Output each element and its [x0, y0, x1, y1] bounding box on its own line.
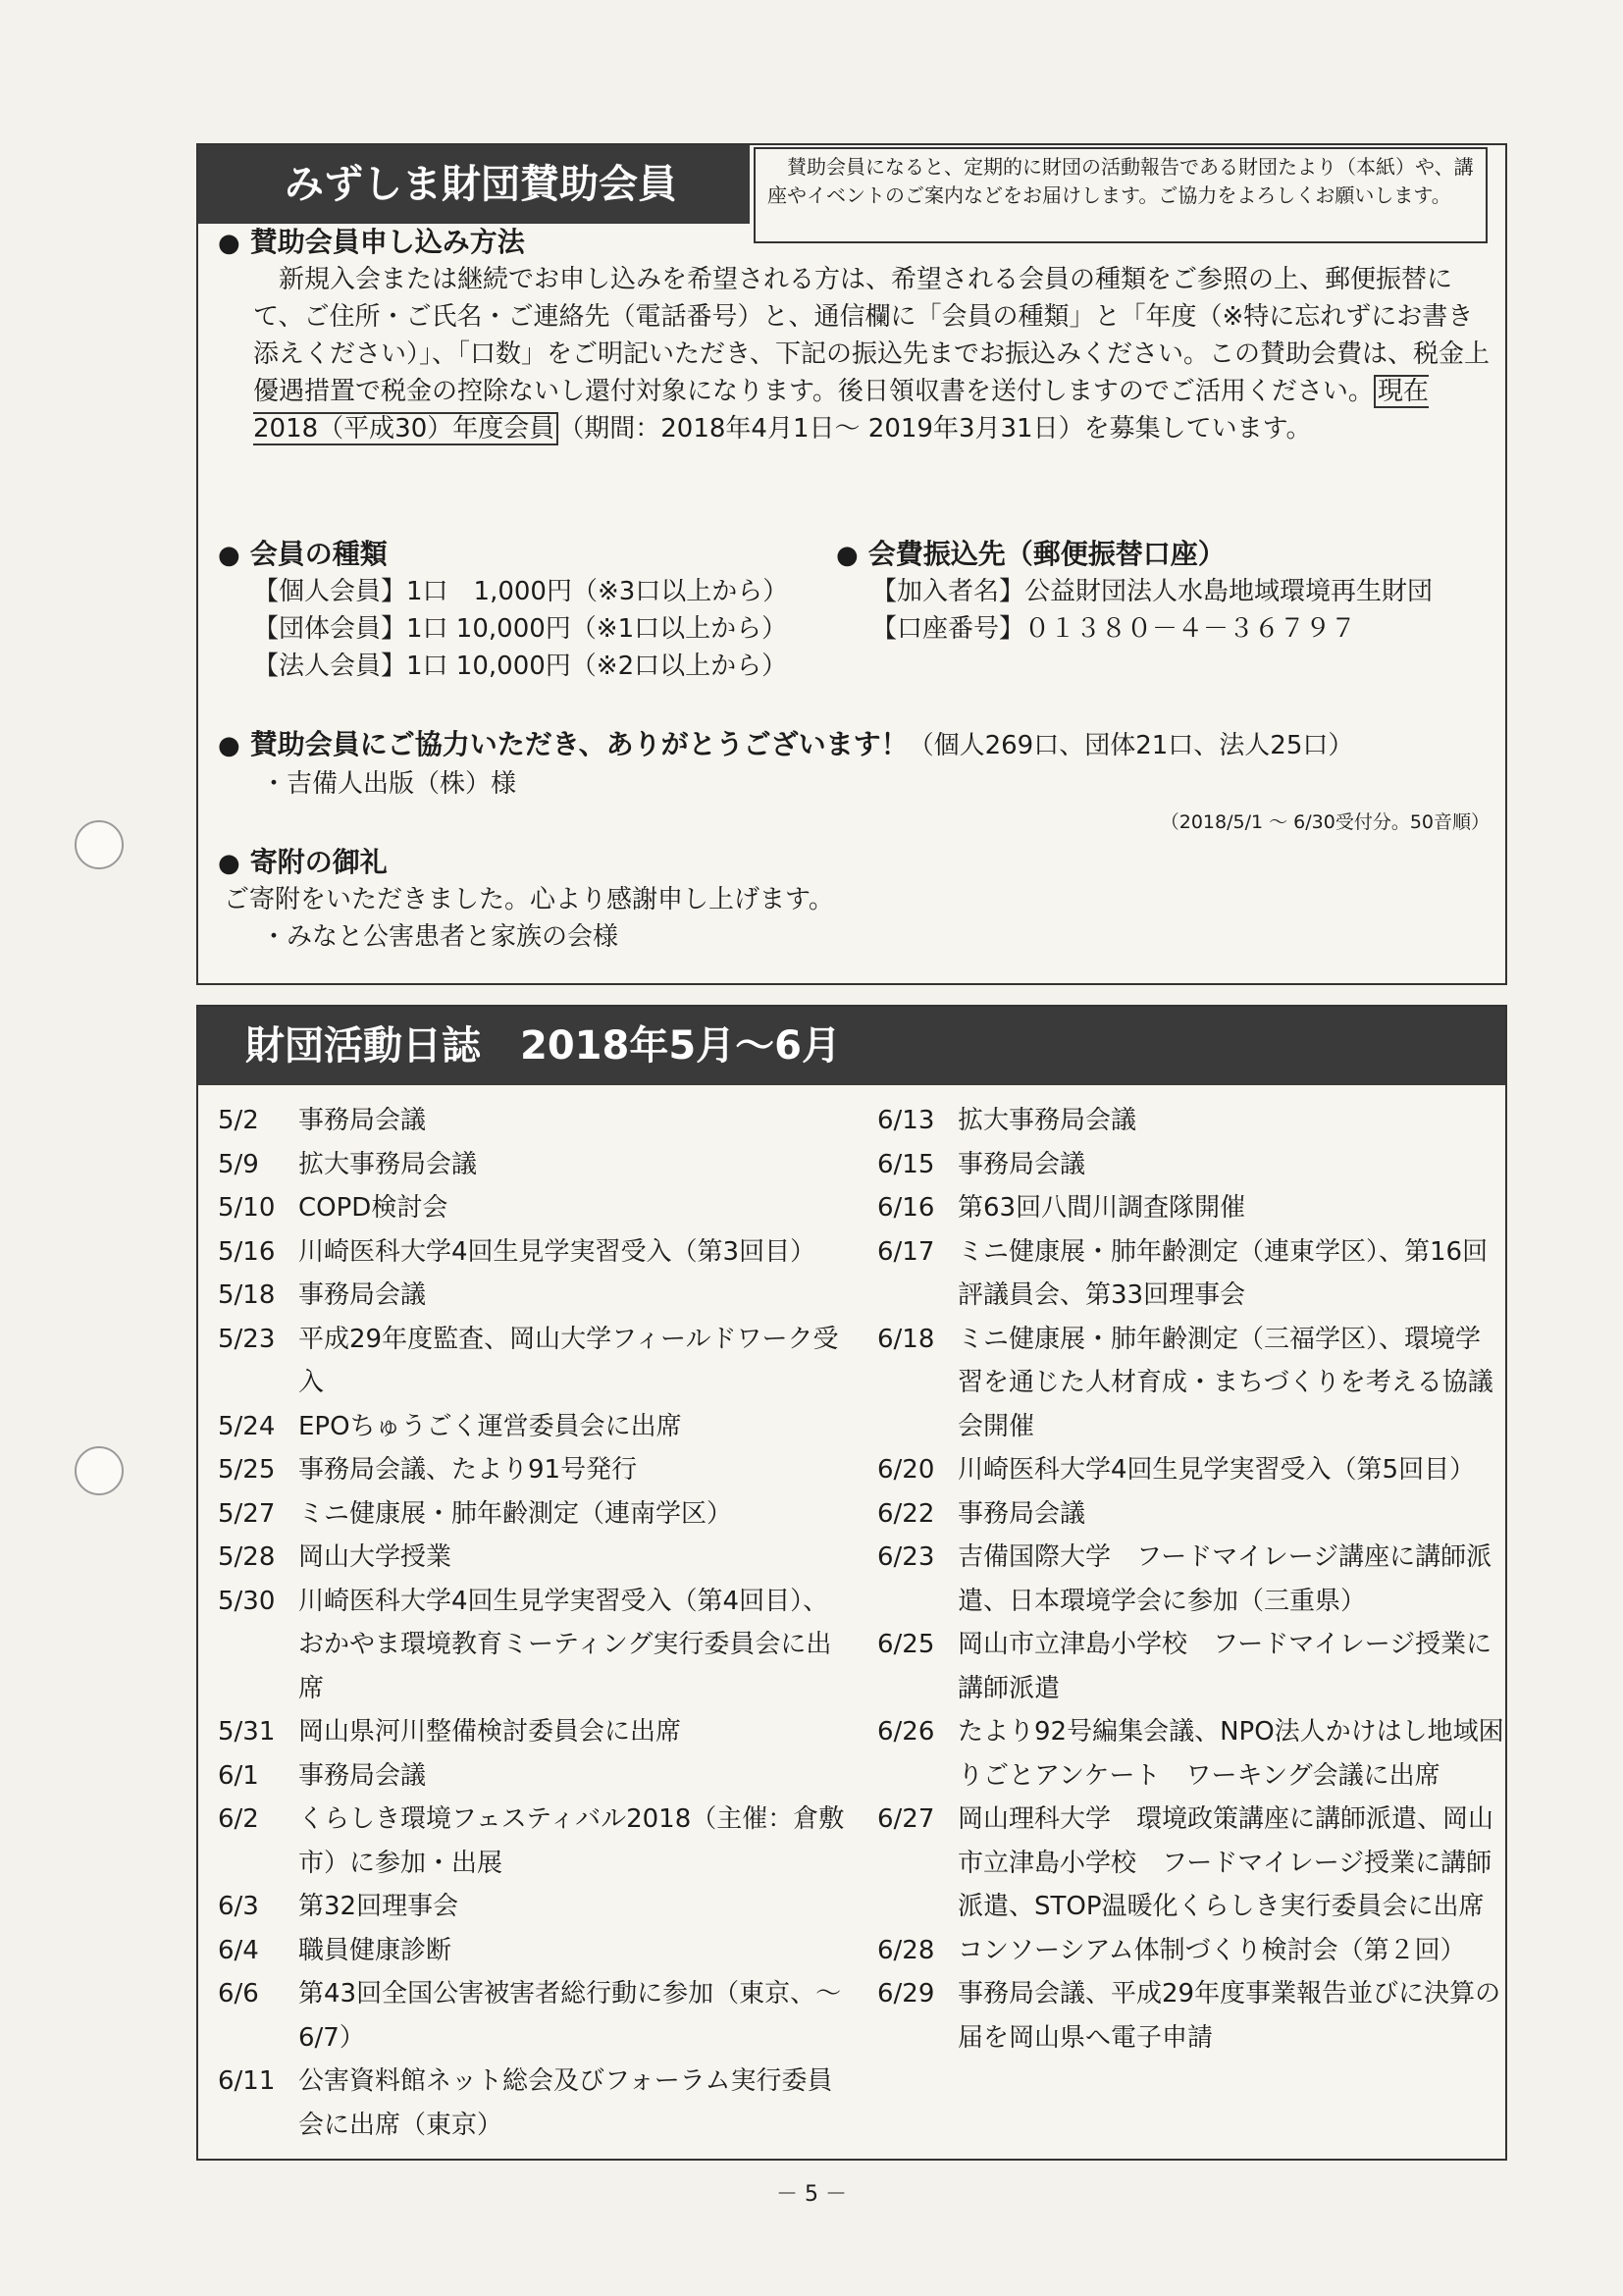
diary-entry — [218, 1186, 846, 1230]
diary-text: 平成29年度監査、岡山大学フィールドワーク受入 — [298, 1324, 839, 1397]
diary-text: 川崎医科大学4回生見学実習受入（第5回目） — [958, 1455, 1476, 1485]
bullet-icon: ● — [218, 731, 240, 760]
diary-text: 岡山県河川整備検討委員会に出席 — [298, 1717, 682, 1747]
diary-date: 5/23 — [218, 1324, 276, 1354]
diary-entry — [218, 1580, 846, 1711]
transfer-account-name: 【加入者名】公益財団法人水島地域環境再生財団 — [871, 577, 1434, 606]
diary-column-left — [218, 1099, 846, 2147]
diary-entry — [218, 1230, 846, 1275]
diary-date: 6/11 — [218, 2066, 276, 2096]
diary-date: 6/16 — [877, 1193, 935, 1223]
bullet-icon: ● — [836, 541, 859, 570]
diary-entry — [218, 1492, 846, 1537]
diary-entry — [218, 1536, 846, 1580]
diary-date: 5/24 — [218, 1411, 276, 1441]
diary-text: 岡山大学授業 — [298, 1542, 452, 1572]
diary-text: 事務局会議 — [298, 1760, 427, 1791]
bullet-icon: ● — [218, 849, 240, 878]
diary-entry — [218, 1798, 846, 1885]
diary-text: 第32回理事会 — [298, 1892, 459, 1921]
diary-entry — [877, 1536, 1505, 1623]
diary-text: 岡山市立津島小学校 フードマイレージ授業に講師派遣 — [958, 1630, 1492, 1703]
diary-entry — [877, 1318, 1505, 1449]
diary-entry — [218, 1972, 846, 2060]
diary-date: 6/13 — [877, 1106, 935, 1135]
diary-entry — [218, 1274, 846, 1318]
diary-date: 5/28 — [218, 1542, 276, 1572]
diary-date: 6/3 — [218, 1892, 259, 1921]
diary-date: 5/18 — [218, 1280, 276, 1310]
diary-entry — [877, 1186, 1505, 1230]
thanks-period: （2018/5/1 ～ 6/30受付分。50音順） — [1160, 811, 1490, 833]
diary-date: 5/27 — [218, 1498, 276, 1529]
diary-text: 事務局会議 — [298, 1280, 427, 1310]
donation-heading: ● 寄附の御礼 — [218, 846, 388, 878]
diary-date: 6/27 — [877, 1804, 935, 1834]
diary-date: 5/25 — [218, 1455, 276, 1485]
diary-entry — [218, 1448, 846, 1492]
transfer-account-number: 【口座番号】０１３８０－４－３６７９７ — [871, 614, 1357, 644]
supporters-panel — [196, 143, 1507, 985]
bullet-icon: ● — [218, 229, 240, 258]
diary-date: 6/1 — [218, 1760, 259, 1791]
diary-date: 5/10 — [218, 1193, 276, 1223]
diary-entry — [877, 1623, 1505, 1710]
diary-date: 6/17 — [877, 1236, 935, 1267]
diary-text: 拡大事務局会議 — [958, 1106, 1137, 1135]
diary-date: 6/18 — [877, 1324, 935, 1354]
howto-heading: ● 賛助会員申し込み方法 — [218, 226, 525, 258]
diary-entry — [877, 1230, 1505, 1318]
diary-text: ミニ健康展・肺年齢測定（三福学区）、環境学習を通じた人材育成・まちづくりを考える協議会開催 — [958, 1324, 1493, 1441]
diary-date: 6/4 — [218, 1935, 259, 1965]
diary-date: 6/22 — [877, 1498, 935, 1529]
diary-text: 拡大事務局会議 — [298, 1149, 478, 1179]
diary-entry — [218, 1929, 846, 1973]
bullet-icon: ● — [218, 541, 240, 570]
diary-date: 6/15 — [877, 1149, 935, 1179]
diary-entry — [877, 1492, 1505, 1537]
diary-text: 事務局会議 — [958, 1498, 1086, 1529]
diary-text: 第63回八間川調査隊開催 — [958, 1193, 1246, 1223]
diary-date: 5/31 — [218, 1717, 276, 1747]
diary-panel — [196, 1005, 1507, 2161]
supporters-title: みずしま財団賛助会員 — [198, 145, 750, 224]
diary-entry — [218, 1143, 846, 1187]
diary-column-right — [877, 1099, 1505, 2060]
diary-entry — [877, 1448, 1505, 1492]
donation-text: ご寄附をいただきました。心より感謝申し上げます。 — [224, 885, 834, 914]
diary-date: 5/16 — [218, 1236, 276, 1267]
diary-text: くらしき環境フェスティバル2018（主催：倉敷市）に参加・出展 — [298, 1804, 845, 1878]
diary-entry — [877, 1099, 1505, 1143]
diary-text: 第43回全国公害被害者総行動に参加（東京、～ 6/7） — [298, 1979, 842, 2053]
diary-text: 事務局会議 — [298, 1106, 427, 1135]
diary-entry — [877, 1710, 1505, 1798]
diary-entry — [877, 1143, 1505, 1187]
diary-date: 5/2 — [218, 1106, 259, 1135]
diary-entry — [218, 1885, 846, 1929]
thanks-heading: ● 賛助会員にご協力いただき、ありがとうございます！（個人269口、団体21口、法人25口） — [218, 728, 1354, 760]
diary-text: EPOちゅうごく運営委員会に出席 — [298, 1411, 682, 1441]
diary-text: ミニ健康展・肺年齢測定（連南学区） — [298, 1498, 733, 1529]
diary-text: 岡山理科大学 環境政策講座に講師派遣、岡山市立津島小学校 フードマイレージ授業に講師派遣、STOP温暖化くらしき実行委員会に出席 — [958, 1804, 1494, 1921]
diary-entry — [877, 1798, 1505, 1929]
diary-entry — [218, 1405, 846, 1449]
diary-text: 事務局会議、平成29年度事業報告並びに決算の届を岡山県へ電子申請 — [958, 1979, 1501, 2053]
supporters-notice: 賛助会員になると、定期的に財団の活動報告である財団たより（本紙）や、講座やイベントのご案内などをお届けします。ご協力をよろしくお願いします。 — [754, 147, 1488, 243]
current-year-box: 現在2018（平成30）年度会員 — [253, 377, 1429, 444]
binder-hole-bottom — [75, 1446, 124, 1495]
diary-text: 川崎医科大学4回生見学実習受入（第3回目） — [298, 1236, 816, 1267]
diary-entry — [218, 1099, 846, 1143]
diary-date: 6/26 — [877, 1717, 935, 1747]
diary-entry — [877, 1929, 1505, 1973]
diary-date: 6/25 — [877, 1630, 935, 1659]
diary-text: コンソーシアム体制づくり検討会（第２回） — [958, 1935, 1466, 1965]
donation-names: ・みなと公害患者と家族の会様 — [261, 922, 619, 952]
diary-entry — [218, 1318, 846, 1405]
diary-date: 6/29 — [877, 1979, 935, 2009]
diary-date: 6/28 — [877, 1935, 935, 1965]
type-corporate: 【法人会員】1口 10,000円（※2口以上から） — [253, 652, 788, 681]
diary-text: 公害資料館ネット総会及びフォーラム実行委員会に出席（東京） — [298, 2066, 833, 2140]
diary-text: たより92号編集会議、NPO法人かけはし地域困りごとアンケート ワーキング会議に出席 — [958, 1717, 1504, 1791]
diary-text: 事務局会議 — [958, 1149, 1086, 1179]
transfer-heading: ● 会費振込先（郵便振替口座） — [836, 538, 1226, 570]
type-group: 【団体会員】1口 10,000円（※1口以上から） — [253, 614, 788, 644]
diary-text: ミニ健康展・肺年齢測定（連東学区）、第16回評議員会、第33回理事会 — [958, 1236, 1489, 1310]
diary-entry — [877, 1972, 1505, 2060]
diary-text: 事務局会議、たより91号発行 — [298, 1455, 638, 1485]
page-number: － 5 － — [776, 2182, 847, 2207]
diary-date: 5/30 — [218, 1586, 276, 1616]
howto-text: 新規入会または継続でお申し込みを希望される方は、希望される会員の種類をご参照の上、郵便振替にて、ご住所・ご氏名・ご連絡先（電話番号）と、通信欄に「会員の種類」と「年度（※特に忘れずにお書き添えください）」、「口数」をご明記いただき、下記の振込先までお振込みください。この賛助会費は、税金上優遇措置で税金の控除ないし還付対象になります。後日領収書を送付しますのでご活用ください。 現在2018（平成30）年度会員 （期間：2018年4月1日～ 2019年3月31日）を募集しています。 — [253, 265, 1490, 444]
diary-entry — [218, 1754, 846, 1799]
diary-entry — [218, 2060, 846, 2147]
diary-date: 6/6 — [218, 1979, 259, 2009]
type-individual: 【個人会員】1口 1,000円（※3口以上から） — [253, 577, 789, 606]
diary-title: 財団活動日誌 2018年5月～6月 — [198, 1007, 1505, 1085]
binder-hole-top — [75, 820, 124, 869]
diary-date: 6/2 — [218, 1804, 259, 1834]
diary-entry — [218, 1710, 846, 1754]
diary-date: 6/23 — [877, 1542, 935, 1572]
diary-text: 川崎医科大学4回生見学実習受入（第4回目）、おかやま環境教育ミーティング実行委員会に出席 — [298, 1586, 832, 1703]
types-heading: ● 会員の種類 — [218, 538, 388, 570]
diary-date: 6/20 — [877, 1455, 935, 1485]
diary-date: 5/9 — [218, 1149, 259, 1179]
thanks-counts: （個人269口、団体21口、法人25口） — [908, 731, 1354, 760]
thanks-names: ・吉備人出版（株）様 — [261, 769, 517, 799]
diary-text: COPD検討会 — [298, 1193, 448, 1223]
diary-text: 職員健康診断 — [298, 1935, 452, 1965]
diary-text: 吉備国際大学 フードマイレージ講座に講師派遣、日本環境学会に参加（三重県） — [958, 1542, 1492, 1616]
